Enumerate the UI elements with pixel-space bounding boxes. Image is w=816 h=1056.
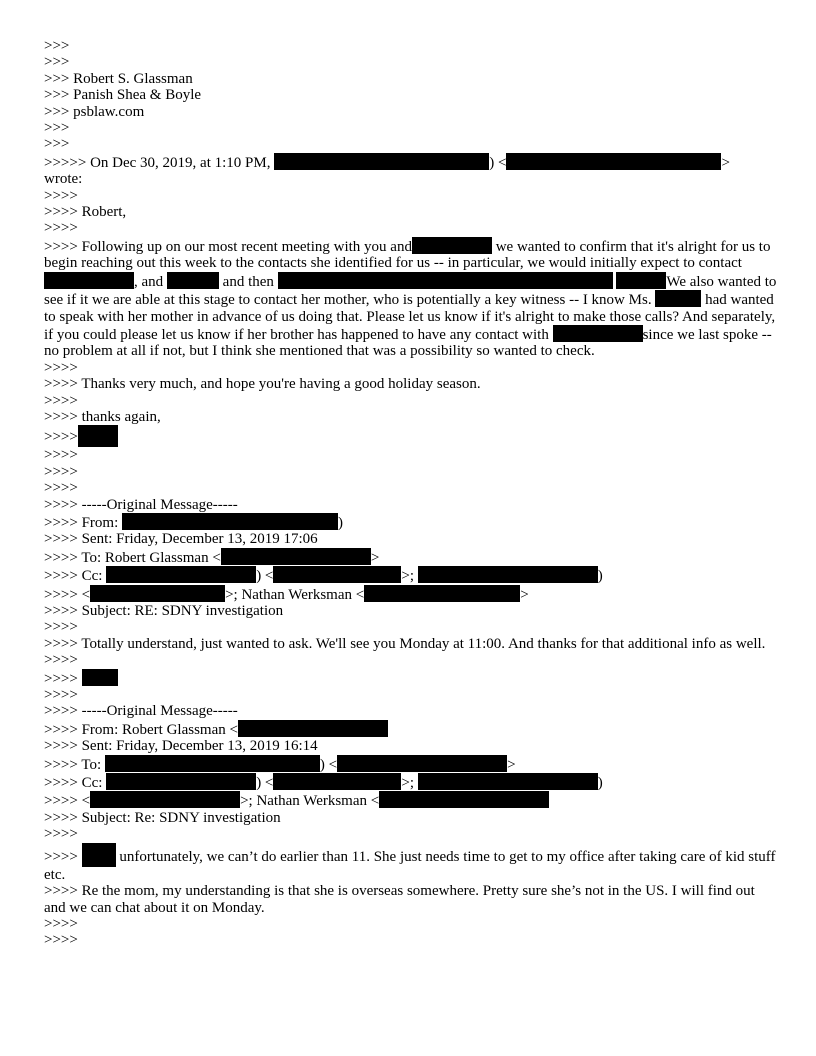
email3-to-line: [44, 755, 779, 773]
email1-greeting-line: [44, 204, 779, 220]
quote-prefix: >>>>: [44, 447, 78, 464]
email2-signoff-line: [44, 669, 779, 687]
redaction-block: [553, 325, 643, 342]
email3-sent-line: [44, 738, 779, 754]
quote-prefix: >>>: [44, 103, 70, 120]
quote-prefix: >>>>: [44, 220, 78, 237]
email3-original-message: -----Original Message-----: [81, 703, 238, 720]
quote-line: [44, 360, 779, 376]
quote-prefix: >>>>: [44, 793, 78, 810]
quote-line: [44, 188, 779, 204]
email3-cc-cont-line: [44, 791, 779, 809]
signature-name: Robert S. Glassman: [73, 70, 193, 87]
quote-line: [44, 54, 779, 70]
email3-sent: Sent: Friday, December 13, 2019 16:14: [81, 738, 318, 755]
email1-thanks-line: [44, 376, 779, 392]
quote-prefix: >>>>: [44, 687, 78, 704]
email1-para-b: we wanted to confirm that it's alright for us to begin reaching out this week to the contacts she identified for us -- in particular, we would initially expect to contact: [44, 238, 771, 272]
email1-wrote: wrote:: [44, 171, 83, 188]
quote-prefix: >>>>: [44, 376, 78, 393]
email1-thanks-again: thanks again,: [81, 408, 161, 425]
quote-prefix: >>>>: [44, 915, 78, 932]
quote-prefix: >>>>: [44, 463, 78, 480]
quote-prefix: >>>>: [44, 848, 78, 865]
email1-header-text: On Dec 30, 2019, at 1:10 PM,: [90, 154, 271, 171]
email1-para-g: since we last spoke -- no problem at all if not, but I think she mentioned that was a possibility so wanted to check.: [44, 326, 772, 360]
quote-line: [44, 120, 779, 136]
quote-line: [44, 220, 779, 236]
quote-prefix: >>>>: [44, 204, 78, 221]
quote-line: [44, 447, 779, 463]
email2-original-message-line: [44, 497, 779, 513]
email1-signoff-line: [44, 425, 779, 447]
email3-nathan: >; Nathan Werksman <: [240, 793, 380, 810]
email1-header-gt: >: [721, 154, 730, 171]
quote-line: [44, 652, 779, 668]
redaction-block: [488, 272, 613, 289]
redaction-block: [90, 585, 225, 602]
redaction-block: [418, 773, 598, 790]
redaction-block: [82, 669, 118, 686]
email1-paragraph: [44, 237, 779, 360]
email2-to-label: To: Robert Glassman <: [81, 549, 221, 566]
email2-cc-label: Cc:: [81, 568, 103, 585]
redaction-block: [167, 272, 219, 289]
email3-body2-text: Re the mom, my understanding is that she is overseas somewhere. Pretty sure she’s not in the US. I will find out and we can chat about it on Monday.: [44, 883, 755, 916]
email3-cc-semicolon: >;: [401, 775, 415, 792]
email1-greeting: Robert,: [81, 204, 127, 221]
email1-header-line: [44, 153, 779, 171]
email3-to-paren: ) <: [319, 756, 338, 773]
quote-line: [44, 932, 779, 948]
quote-prefix: >>>>: [44, 359, 78, 376]
email2-lt: <: [81, 586, 91, 603]
signature-website-line: [44, 104, 779, 120]
quote-line: [44, 480, 779, 496]
email3-lt: <: [81, 793, 91, 810]
quote-prefix: >>>>: [44, 568, 78, 585]
redaction-block: [364, 585, 520, 602]
quote-line: [44, 136, 779, 152]
quote-line: [44, 464, 779, 480]
redaction-block: [278, 272, 488, 289]
email2-body-text: Totally understand, just wanted to ask. We'll see you Monday at 11:00. And thanks for that additional info as well.: [81, 635, 766, 652]
signature-website: psblaw.com: [73, 103, 145, 120]
redaction-block: [616, 272, 666, 289]
email2-from-line: [44, 513, 779, 531]
email3-original-message-line: [44, 703, 779, 719]
email3-from-line: [44, 720, 779, 738]
quote-line: [44, 687, 779, 703]
redaction-block: [273, 566, 401, 583]
email3-cc-label: Cc:: [81, 775, 103, 792]
quote-prefix: >>>: [44, 70, 70, 87]
quote-prefix: >>>: [44, 54, 70, 71]
email3-to-gt: >: [507, 756, 516, 773]
email2-cc-cont-line: [44, 585, 779, 603]
email1-header-paren: ) <: [489, 154, 507, 171]
quote-prefix: >>>>: [44, 670, 78, 687]
email1-thanks: Thanks very much, and hope you're having a good holiday season.: [81, 376, 481, 393]
quote-prefix: >>>>: [44, 756, 78, 773]
email2-sent: Sent: Friday, December 13, 2019 17:06: [81, 531, 318, 548]
email2-sent-line: [44, 531, 779, 547]
quote-line: [44, 393, 779, 409]
redaction-block: [78, 425, 118, 447]
quote-prefix: >>>>: [44, 187, 78, 204]
quote-prefix: >>>>: [44, 429, 78, 446]
redaction-block: [418, 566, 598, 583]
quote-prefix: >>>: [44, 87, 70, 104]
email2-nathan: >; Nathan Werksman <: [225, 586, 365, 603]
email3-from: From: Robert Glassman <: [81, 721, 238, 738]
email3-subject: Subject: Re: SDNY investigation: [81, 809, 281, 826]
email3-cc-close: ): [597, 775, 603, 792]
quote-prefix: >>>>: [44, 496, 78, 513]
redaction-block: [274, 153, 489, 170]
redaction-block: [105, 755, 320, 772]
quote-prefix: >>>>: [44, 932, 78, 949]
quote-prefix: >>>>: [44, 809, 78, 826]
redaction-block: [655, 290, 701, 307]
quote-prefix: >>>>: [44, 826, 78, 843]
quote-prefix: >>>>: [44, 549, 78, 566]
email2-cc-close: ): [597, 568, 603, 585]
redaction-block: [90, 791, 240, 808]
email3-cc-line: [44, 773, 779, 791]
quote-prefix: >>>>: [44, 703, 78, 720]
email3-cc-paren: ) <: [256, 775, 274, 792]
signature-firm-line: [44, 87, 779, 103]
email2-subject: Subject: RE: SDNY investigation: [81, 603, 284, 619]
redaction-block: [238, 720, 388, 737]
email3-body1-text: unfortunately, we can’t do earlier than 11. She just needs time to get to my office after taking care of kid stuff etc.: [44, 848, 776, 883]
redaction-block: [506, 153, 721, 170]
email3-body1: [44, 843, 779, 883]
email1-thanks-again-line: [44, 409, 779, 425]
signature-firm: Panish Shea & Boyle: [73, 87, 202, 104]
quote-prefix: >>>>: [44, 883, 78, 900]
quote-prefix: >>>>: [44, 721, 78, 738]
email2-cc-semicolon: >;: [401, 568, 415, 585]
redaction-block: [412, 237, 492, 254]
email2-original-message: -----Original Message-----: [81, 496, 238, 513]
email1-para-d: and then: [222, 273, 274, 290]
redaction-block: [106, 773, 256, 790]
redaction-block: [379, 791, 549, 808]
email2-from-label: From:: [81, 514, 119, 531]
email1-para-e: We also wanted to see if it we are able at this stage to contact her mother, who is potentially a key witness -- I know Ms.: [44, 273, 777, 309]
email3-subject-line: [44, 810, 779, 826]
quote-prefix: >>>>: [44, 738, 78, 755]
quote-prefix: >>>: [44, 120, 70, 137]
quote-prefix: >>>>>: [44, 154, 87, 171]
quote-prefix: >>>: [44, 38, 70, 54]
redaction-block: [122, 513, 338, 530]
email2-subject-line: [44, 603, 779, 619]
quote-prefix: >>>>: [44, 619, 78, 636]
email3-to-label: To:: [81, 756, 102, 773]
email1-para-f: had wanted to speak with her mother in advance of us doing that. Please let us know if it's alright to make those calls? And separately, if you could please let us know if her brother has happened to have any contact with: [44, 292, 776, 343]
quote-line: [44, 916, 779, 932]
redaction-block: [221, 548, 371, 565]
quote-prefix: >>>>: [44, 603, 78, 619]
email1-wrote-line: [44, 171, 779, 187]
email2-to-gt: >: [370, 549, 380, 566]
email2-cc-line: [44, 566, 779, 584]
redaction-block: [337, 755, 507, 772]
email2-body: [44, 636, 779, 652]
email2-cc-paren: ) <: [256, 568, 274, 585]
quote-prefix: >>>>: [44, 408, 78, 425]
quote-prefix: >>>>: [44, 238, 78, 255]
quote-prefix: >>>>: [44, 392, 78, 409]
quote-prefix: >>>>: [44, 531, 78, 548]
quote-line: [44, 826, 779, 842]
redaction-block: [82, 843, 116, 867]
redaction-block: [44, 272, 134, 289]
email2-from-close: ): [338, 514, 344, 531]
email1-para-a: Following up on our most recent meeting with you and: [81, 238, 412, 255]
email3-body2: [44, 883, 779, 916]
quote-prefix: >>>>: [44, 652, 78, 669]
redaction-block: [273, 773, 401, 790]
quote-line: [44, 38, 779, 54]
email2-to-line: [44, 548, 779, 566]
redaction-block: [106, 566, 256, 583]
quote-prefix: >>>>: [44, 775, 78, 792]
email2-cc-gt: >: [520, 586, 529, 603]
signature-name-line: [44, 71, 779, 87]
quote-prefix: >>>>: [44, 635, 78, 652]
email1-para-c: , and: [134, 273, 164, 290]
quote-prefix: >>>>: [44, 514, 78, 531]
quote-line: [44, 619, 779, 635]
quote-prefix: >>>>: [44, 586, 78, 603]
email-thread: [44, 38, 779, 949]
quote-prefix: >>>>: [44, 480, 78, 497]
quote-prefix: >>>: [44, 136, 70, 153]
